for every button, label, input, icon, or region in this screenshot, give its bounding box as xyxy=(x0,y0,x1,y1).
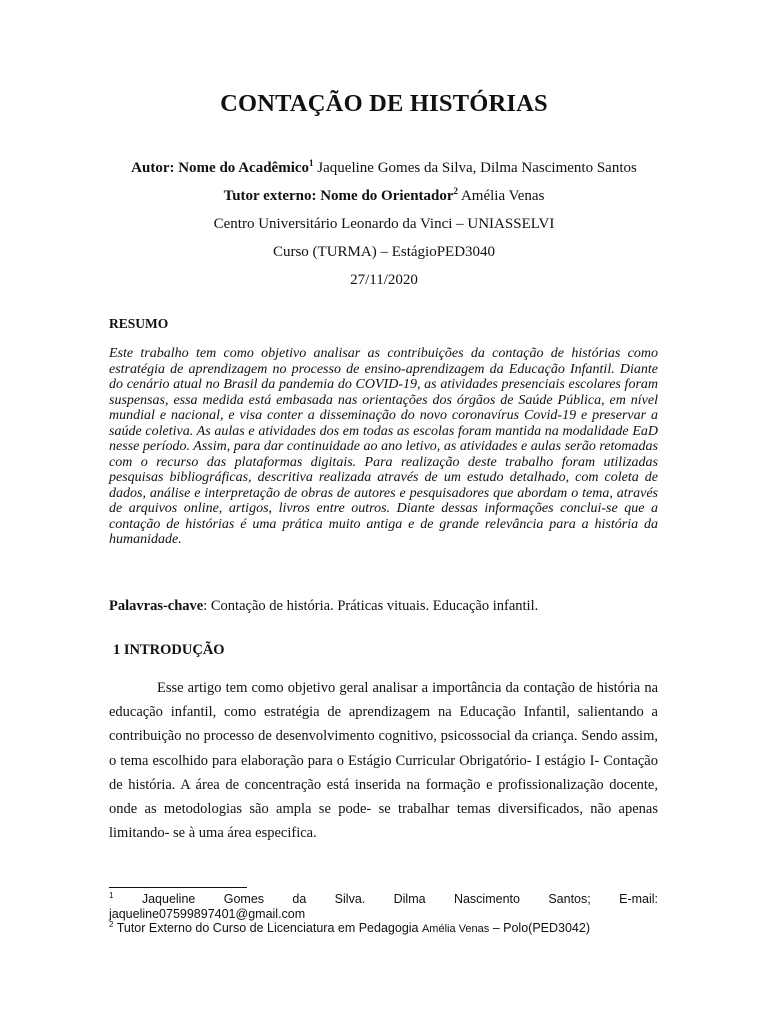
footnote-1-number: 1 xyxy=(109,890,114,900)
footnotes xyxy=(109,892,658,937)
footnote-divider xyxy=(109,887,247,888)
abstract-text: Este trabalho tem como objetivo analisar as contribuições da contação de histórias como estratégia de aprendizagem no processo de ensino-aprendizagem da Educação Infantil. Diante do cenário atual no Brasil da pandemia do COVID-19, as atividades presenciais escolares foram suspensas, essa medida está embasada nas orientações dos órgãos de Saúde Pública, em nível mundial e nacional, e visa conter a disseminação do novo coronavírus Covid-19 e preservar a saúde coletiva. As aulas e atividades dos em todas as escolas foram mantida na modalidade EaD nesse período. Assim, para dar continuidade ao ano letivo, as atividades e aulas serão retomadas com o recurso das plataformas digitais. Para realização deste trabalho foram utilizadas pesquisas bibliográficas, descritiva realizada através de um estudo detalhado, com coleta de dados, análise e interpretação de obras de autores e pesquisadores que abordam o tema, através de arquivos online, artigos, livros entre outros. Diante dessas informações conclui-se que a contação de histórias é uma prática muito antiga e de grande relevância para a história da humanidade. xyxy=(109,346,658,547)
author-line xyxy=(0,160,768,177)
footnote-2-number: 2 xyxy=(109,919,114,929)
footnote-2 xyxy=(109,921,658,937)
course: Curso (TURMA) – EstágioPED3040 xyxy=(272,244,496,260)
intro-paragraph: Esse artigo tem como objetivo geral analisar a importância da contação de história na educação infantil, como estratégia de aprendizagem na Educação Infantil, salientando a contribuição no processo de desenvolvimento cognitivo, psicossocial da criança. Sendo assim, o tema escolhido para elaboração para o Estágio Curricular Obrigatório- I estágio I- Contação de história. A área de concentração está inserida na formação e profissionalização docente, onde as metodologias são ampla se pode- se trabalhar temas diversificados, não apenas limitando- se à uma área especifica. xyxy=(109,680,658,842)
keywords-label: Palavras-chave xyxy=(109,598,204,614)
tutor-name: Amélia Venas xyxy=(458,188,545,204)
institution: Centro Universitário Leonardo da Vinci – UNIASSELVI xyxy=(213,216,555,232)
resumo-heading: RESUMO xyxy=(109,316,169,331)
author-label: Autor: Nome do Acadêmico xyxy=(131,160,310,176)
footnote-2-text-b: – Polo(PED3042) xyxy=(489,921,590,935)
author-footnote-ref[interactable]: 1 xyxy=(309,158,314,168)
footnote-2-name: Amélia Venas xyxy=(421,923,490,935)
author-names: Jaqueline Gomes da Silva, Dilma Nascimento Santos xyxy=(313,160,637,176)
footnote-1-text: Jaqueline Gomes da Silva. Dilma Nascimento Santos; E-mail: jaqueline07599897401@gmail.com xyxy=(109,892,658,921)
intro-heading: 1 INTRODUÇÃO xyxy=(113,642,225,658)
keywords-text: : Contação de história. Práticas vituais. Educação infantil. xyxy=(203,598,539,614)
keywords-line xyxy=(109,598,669,615)
document-title: CONTAÇÃO DE HISTÓRIAS xyxy=(220,90,548,117)
footnote-2-text-a: Tutor Externo do Curso de Licenciatura em Pedagogia xyxy=(113,921,422,935)
intro-body xyxy=(109,676,658,845)
tutor-footnote-ref[interactable]: 2 xyxy=(453,186,459,196)
tutor-line xyxy=(0,188,768,205)
footnote-1 xyxy=(109,892,658,921)
tutor-label: Tutor externo: Nome do Orientador xyxy=(223,188,454,204)
date: 27/11/2020 xyxy=(350,272,418,288)
